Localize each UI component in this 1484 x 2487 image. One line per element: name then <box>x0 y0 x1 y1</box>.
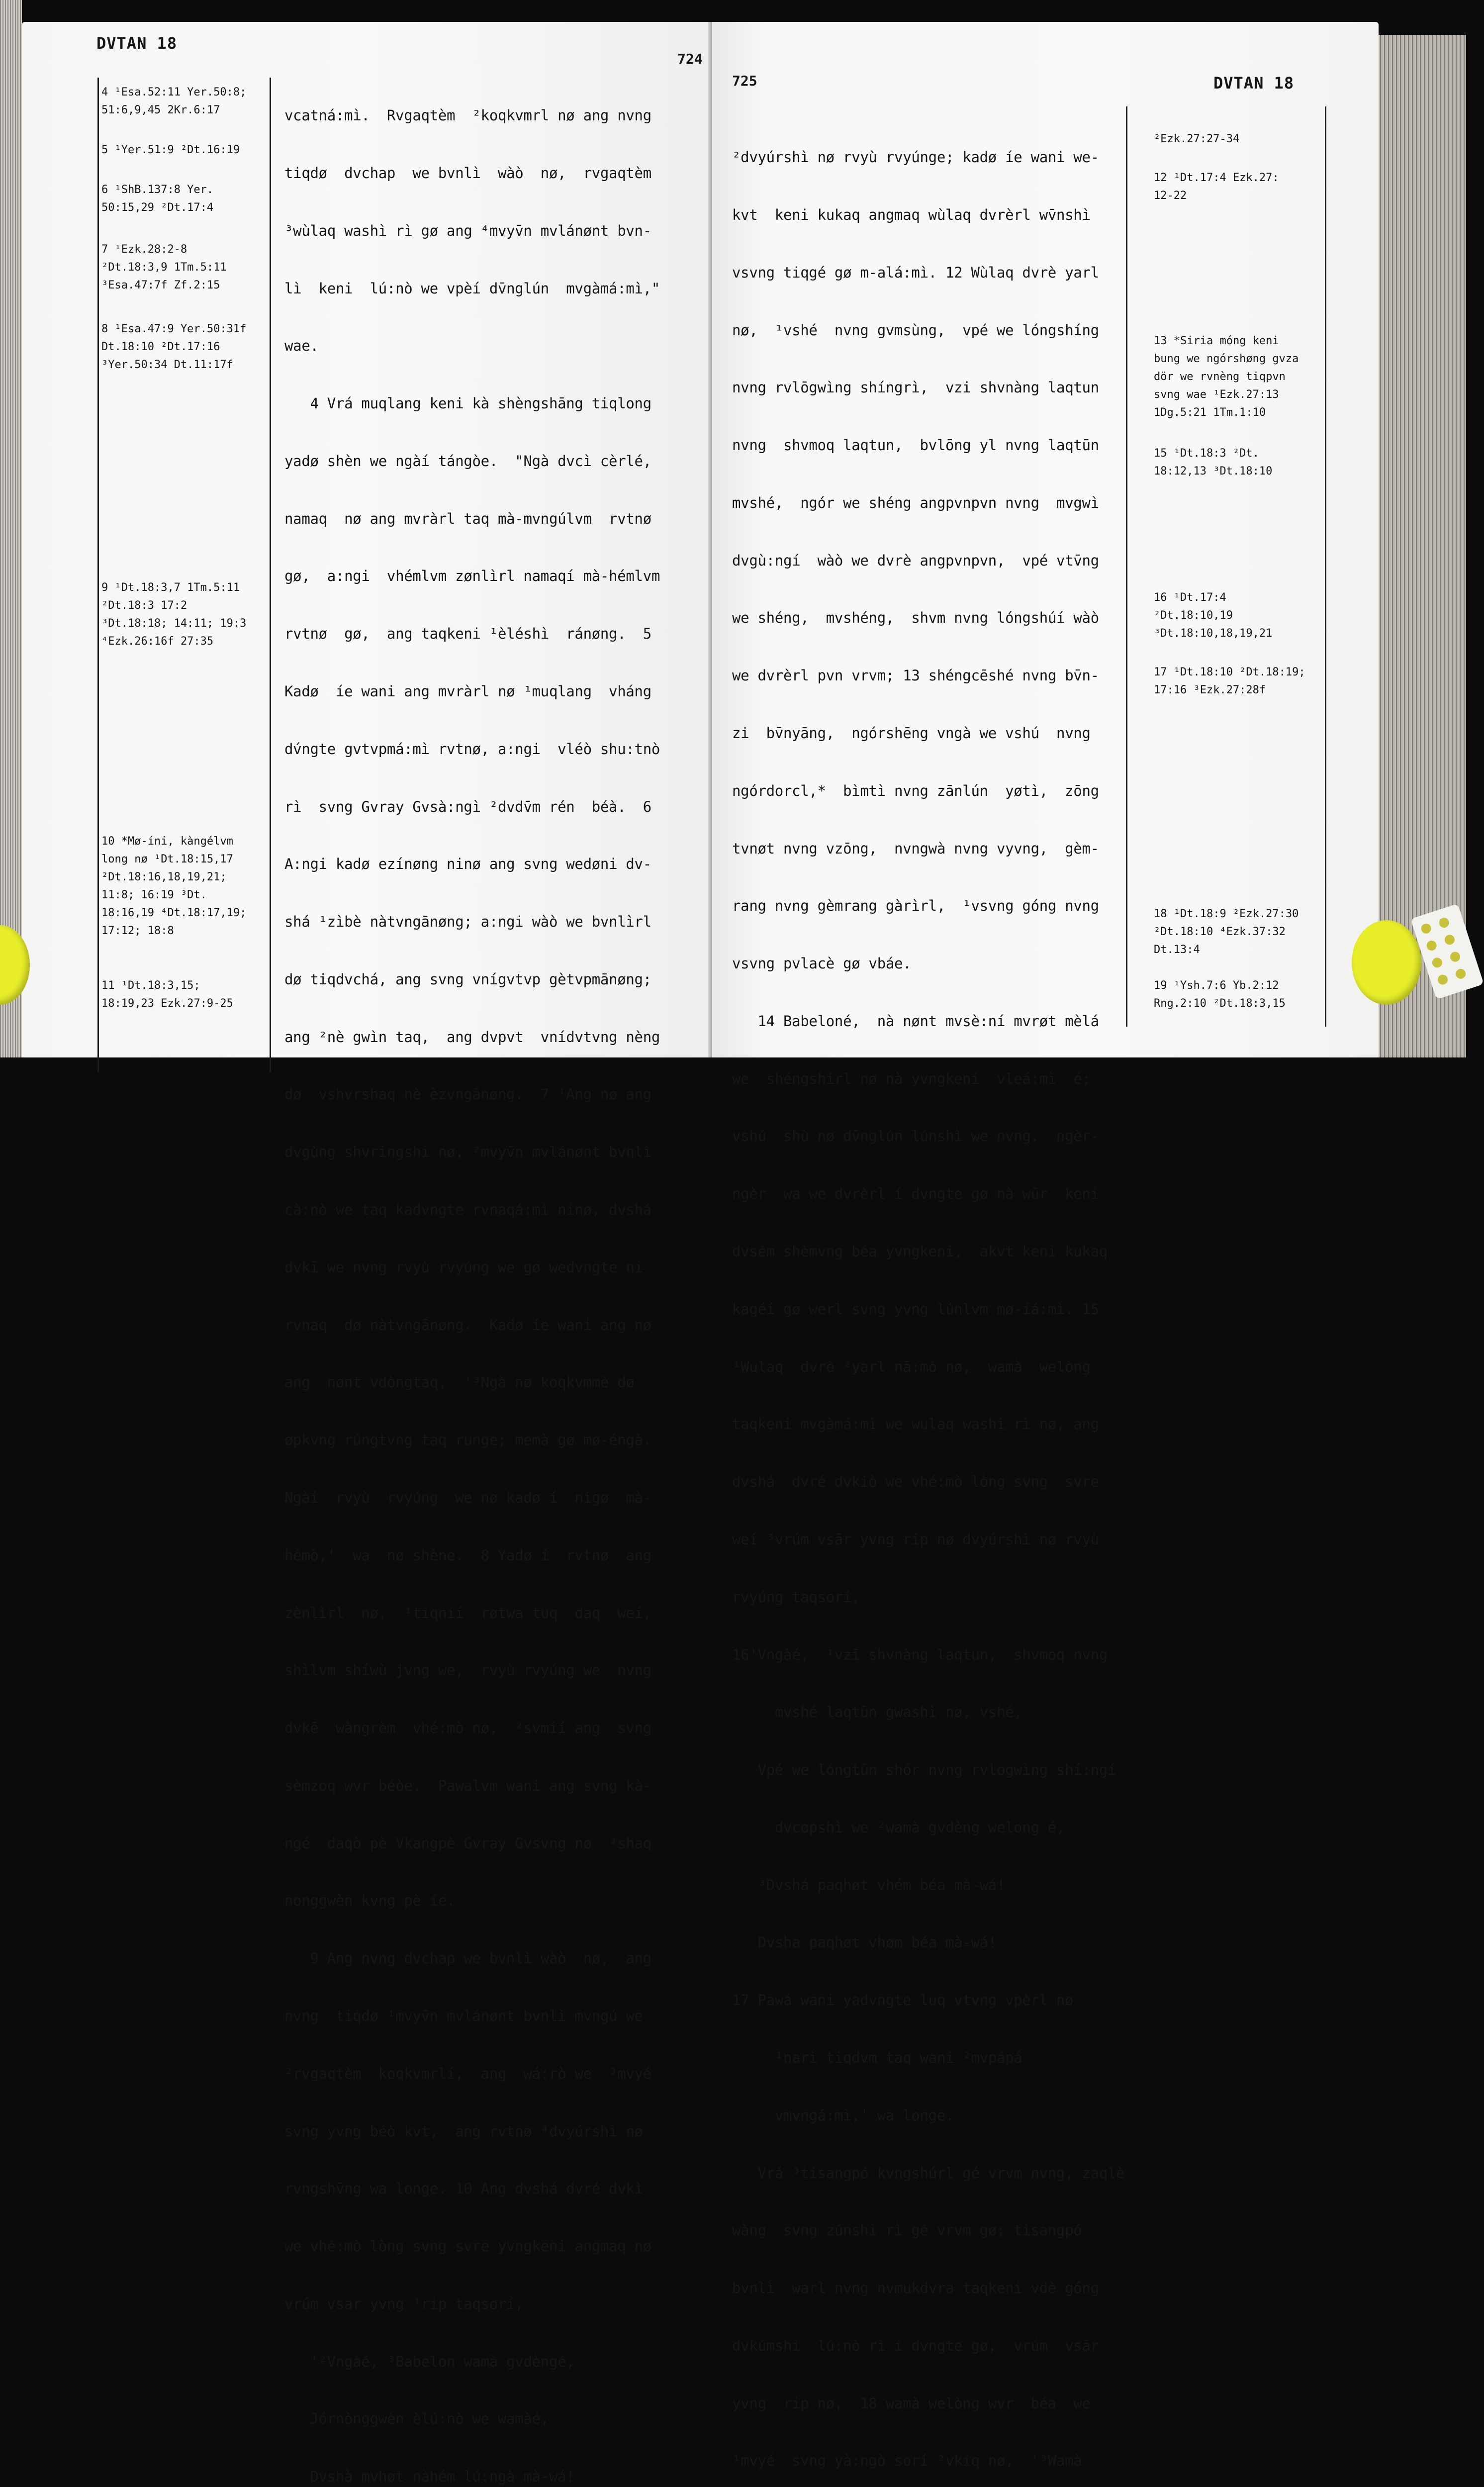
text-line: 16'Vngàé, ¹vzī shvnàng laqtun, shvmoq nvng <box>732 1646 1108 1663</box>
text-line: nø, ¹vshé nvng gvmsùng, vpé we lóngshíng <box>732 321 1099 339</box>
reference-entry: 15 ¹Dt.18:3 ²Dt. 18:12,13 ³Dt.18:10 <box>1154 447 1273 478</box>
text-line: Ngàí rvyù rvyúng we nø kadø í nigø mà- <box>284 1489 651 1506</box>
text-line: we vhé:mò lòng svng svre yvngkeni angmaq nø <box>284 2238 651 2255</box>
reference-entry: 18 ¹Dt.18:9 ²Ezk.27:30 ²Dt.18:10 ⁴Ezk.37:32 Dt.13:4 <box>1154 908 1299 956</box>
text-line: mvshé laqtūn gwashì nø, vshé, <box>732 1704 1022 1721</box>
text-line: ngé daqò pè Vkangpè Gvray Gvsvng nø ³shaq <box>284 1834 651 1852</box>
text-line: dv́ngte gvtvpmá:mì rvtnø, a:ngi vléò shu:tnò <box>284 740 660 758</box>
text-line: sèmzoq wvr béòe. Pawalvm wani ang svng kà- <box>284 1777 651 1794</box>
text-line: yvng rip nø, 18 wamà welòng wvr béa we <box>732 2394 1091 2412</box>
left-page <box>22 22 708 2486</box>
reference-entry: 17 ¹Dt.18:10 ²Dt.18:19; 17:16 ³Ezk.27:28f <box>1154 666 1305 696</box>
text-line: dvkī we nvng rvyù rvyúng we gø wedvngte ni <box>284 1258 643 1276</box>
left-body-text <box>284 68 702 2487</box>
text-line: gø, a:ngi vhémlvm zønlìrl namaqí mà-hémlvm <box>284 568 660 585</box>
text-line: svng yvng béò kvt, ang rvtnø ⁴dvyúrshì nø <box>284 2122 643 2140</box>
text-line: ngèr wa we dvrèrl í dvngte gø nà wūr keni <box>732 1185 1099 1203</box>
text-line: shá ¹zìbè nàtvngānøng; a:ngi wàò we bvnlìrl <box>284 913 651 931</box>
text-line: vmvngá:mì,' wa longe. <box>732 2106 954 2124</box>
yellow-bookmark-tab-right <box>1352 920 1421 1005</box>
text-line: vsvng tiqgé gø m-alá:mì. 12 Wùlaq dvrè yarl <box>732 264 1099 281</box>
text-line: mvshé, ngór we shéng angpvnpvn nvng mvgwì <box>732 494 1099 511</box>
text-line: lì keni lú:nò we vpèí dv̄nglún mvgàmá:mì," <box>284 280 660 297</box>
text-line: nonggwèn kvng pè íe. <box>284 1892 456 1910</box>
reference-entry: 8 ¹Esa.47:9 Yer.50:31f Dt.18:10 ²Dt.17:16 ³Yer.50:34 Dt.11:17f <box>101 323 247 371</box>
text-line: 9 Ang nvng dvchap we bvnlì wàò nø, ang <box>284 1950 651 1967</box>
reference-column-rule-right <box>270 78 271 1072</box>
text-line: Dvshà mvhøt nàhém lú:ngà mà-wá! <box>284 2468 575 2486</box>
text-line: rvngshv̄ng wa longe. 10 Ang dvshá dvré dvkì <box>284 2180 643 2198</box>
text-line: ¹narì tiqdvm taq wani ²mvpápá <box>732 2049 1022 2066</box>
text-line: 17 Pawá wani yadvngte luq vtvng vpèrl nø <box>732 1992 1074 2009</box>
reference-entry: 5 ¹Yer.51:9 ²Dt.16:19 <box>101 144 240 156</box>
text-line: bvnlì warl nvng nvmukdvra taqkeni vdè góng <box>732 2280 1099 2297</box>
text-line: vrúm vsar yvng ¹rip taqsorí, <box>284 2295 524 2312</box>
text-line: kvt keni kukaq angmaq wùlaq dvrèrl wv̄nshì <box>732 206 1091 223</box>
text-line: ang nønt vdòngtaq, '³Ngà nø koqkvmmè dø <box>284 1374 635 1391</box>
text-line: ³wùlaq washì rì gø ang ⁴mvyv̄n mvlánønt bvn- <box>284 222 651 239</box>
text-line: dvkúmshì lú:nò rì í dvngte gø, vrúm vsār <box>732 2337 1099 2354</box>
text-line: Kadø íe wani ang mvràrl nø ¹muqlang vháng <box>284 683 651 700</box>
reference-entry: 4 ¹Esa.52:11 Yer.50:8; 51:6,9,45 2Kr.6:17 <box>101 86 247 116</box>
reference-column-rule-left <box>97 78 99 1072</box>
text-line: dvkē wàngrèm vhé:mò nø, ²svmií ang svng <box>284 1720 651 1737</box>
reference-entry: 12 ¹Dt.17:4 Ezk.27: 12-22 <box>1154 172 1279 202</box>
text-line: kagéí gø werl svng yvng lúnlvm mø-íá:mì. 15 <box>732 1300 1099 1318</box>
text-line: vcatná:mì. Rvgaqtèm ²koqkvmrl nø ang nvng <box>284 107 651 124</box>
text-line: rvtnø gø, ang taqkeni ¹èléshì ránøng. 5 <box>284 625 651 643</box>
text-line: tvnøt nvng vzōng, nvngwà nvng vyvng, gèm- <box>732 840 1099 857</box>
text-line: namaq nø ang mvràrl taq mà-mvngúlvm rvtnø <box>284 510 651 527</box>
text-line: '²Vngàé, ³Babelon wamà gvdèngé, <box>284 2353 575 2370</box>
text-line: nvng tiqdø ¹mvyv̄n mvlánønt bvnlì mvngú we <box>284 2007 643 2024</box>
right-body-text <box>732 109 1125 2487</box>
right-page-number: 725 <box>732 73 757 89</box>
left-running-head: DVTAN 18 <box>96 34 178 53</box>
text-line: hémò,' wa nø shène. 8 Yadø í rvtnø ang <box>284 1546 651 1564</box>
text-line: nvng rvlōgwìng shíngrì, vzi shvnàng laqtun <box>732 379 1099 396</box>
text-line: rvnaq dø nàtvngānøng. Kadø íe wani ang nø <box>284 1316 651 1334</box>
reference-entry: 19 ¹Ysh.7:6 Yb.2:12 Rng.2:10 ²Dt.18:3,15 <box>1154 979 1286 1010</box>
text-line: øpkvng rúngtvng taq runge; memà gø mø-éngà. <box>284 1432 651 1449</box>
text-line: ²dvyúrshì nø rvyù rvyúnge; kadø íe wani we- <box>732 149 1099 166</box>
text-line: yadø shèn we ngàí tángòe. "Ngà dvcì cèrlé, <box>284 452 651 470</box>
right-page <box>712 22 1379 2470</box>
reference-entry: 13 *Siria móng keni bung we ngórshøng gvza dör we rvnèng tiqpvn svng wae ¹Ezk.27:13 1Dg.5:21 1Tm.1:10 <box>1154 335 1299 419</box>
text-line: cà:nò we taq kadvngte rvnaqá:mì ninø, dvshá <box>284 1201 651 1219</box>
reference-column-rule-left <box>1126 106 1127 1027</box>
text-line: taqkeni mvgàmá:mì we wulaq washì rì nø, ang <box>732 1416 1099 1433</box>
text-line: nvng shvmoq laqtun, bvlōng yl nvng laqtūn <box>732 437 1099 454</box>
left-page-number: 724 <box>677 51 703 67</box>
text-line: wae. <box>284 337 319 355</box>
text-line: zi bv̄nyāng, ngórshēng vngà we vshú nvng <box>732 725 1091 742</box>
text-line: tiqdø dvchap we bvnlì wàò nø, rvgaqtèm <box>284 164 651 182</box>
text-line: Dvsha paqhøt vhøm béa mà-wá! <box>732 1934 997 1951</box>
text-line: Vpé we lóngtūn shór nvng rvlogwìng shí:ngí <box>732 1761 1116 1779</box>
reference-entry: 10 *Mø-íni, kàngélvm long nø ¹Dt.18:15,17 ²Dt.18:16,18,19,21; 11:8; 16:19 ³Dt. 18:16,19 ⁴Dt.18:17,19; 17:12; 18:8 <box>101 835 247 937</box>
text-line: ¹Wulaq dvrè ²yarl nā:mò nø, wamà welòng <box>732 1358 1091 1375</box>
text-line: ¹mvyé svng yà:ngò sorí ²vkiq nø, '³Wamà <box>732 2452 1082 2470</box>
text-line: dvcøpshì we ²wamà gvdèng welong é, <box>732 1818 1065 1836</box>
text-line: dø vshvrshaq nè èzvngānøng. 7 ¹Ang nø ang <box>284 1086 651 1103</box>
reference-column-rule-right <box>1325 106 1326 1027</box>
reference-entry: 11 ¹Dt.18:3,15; 18:19,23 Ezk.27:9-25 <box>101 979 233 1010</box>
text-line: rvyúng taqsorí, <box>732 1588 860 1606</box>
reference-entry: 16 ¹Dt.17:4 ²Dt.18:10,19 ³Dt.18:10,18,19,21 <box>1154 591 1273 640</box>
text-line: vshú shù nø dv̄nglún lúnshì we nvng, ngèr- <box>732 1128 1099 1145</box>
text-line: we shéng, mvshéng, shvm nvng lóngshúí wàò <box>732 609 1099 627</box>
reference-entry: 7 ¹Ezk.28:2-8 ²Dt.18:3,9 1Tm.5:11 ³Esa.47:7f Zf.2:15 <box>101 243 227 291</box>
text-line: A:ngi kadø ezínøng ninø ang svng wedøni dv- <box>284 856 651 873</box>
text-line: dvgùng shvringshì nø, ²mvyv̄n mvlánønt bvnlì <box>284 1144 651 1161</box>
text-line: ngórdorcl,* bìmtì nvng zānlún yøtì, zōng <box>732 782 1099 799</box>
text-line: dvshá dvré dvkiò we vhé:mò lòng svng svre <box>732 1473 1099 1491</box>
book-page-edge-right <box>1379 35 1466 1057</box>
text-line: ³Dvshá paqhøt vhém béa mà-wá! <box>732 1876 1006 1894</box>
text-line: rì svng Gvray Gvsà:ngì ²dvdv̄m rén béà. 6 <box>284 798 651 815</box>
text-line: rang nvng gèmrang gàrìrl, ¹vsvng góng nvng <box>732 897 1099 915</box>
text-line: weí ³vrúm vsār yvng rip nø dvyúrshì nø rvyù <box>732 1530 1099 1548</box>
text-line: Jórnònggwèn èlú:nò we wamàé, <box>284 2410 549 2428</box>
text-line: wàng svng zúnshì rì gé vrvm gø; tìsangpó <box>732 2222 1082 2239</box>
text-line: ang ²nè gwìn taq, ang dvpvt vnídvtvng nèng <box>284 1028 660 1046</box>
text-line: we dvrèrl pvn vrvm; 13 shéngcēshé nvng bv̄n- <box>732 667 1099 684</box>
reference-entry: 6 ¹ShB.137:8 Yer. 50:15,29 ²Dt.17:4 <box>101 184 214 214</box>
text-line: 4 Vrá muqlang keni kà shèngshāng tiqlong <box>284 395 651 412</box>
text-line: shìlvm shíwù jvng we, rvyù rvyúng we nvng <box>284 1662 651 1679</box>
text-line: ²rvgaqtèm koqkvmrlí, ang wá:rò we ³mvyé <box>284 2065 651 2082</box>
book-page-edge-left <box>0 0 22 1057</box>
text-line: dø tiqdvchá, ang svng vnígvtvp gètvpmānøng; <box>284 970 651 988</box>
text-line: vsvng pvlacè gø vbáe. <box>732 955 912 972</box>
text-line: zènlìrl nø, ¹tiqnií røtwa tuq daq weí, <box>284 1604 651 1622</box>
right-running-head: DVTAN 18 <box>1213 74 1295 93</box>
text-line: dvsém shèmvng béa yvngkeni, akvt keni kukaq <box>732 1243 1108 1260</box>
text-line: dvgù:ngí wàò we dvrè angpvnpvn, vpé vtv̄ng <box>732 552 1099 569</box>
text-line: we shéngshírl nø nà yvngkeni vleá:mì é; <box>732 1070 1091 1087</box>
reference-entry: ²Ezk.27:27-34 <box>1154 133 1240 145</box>
text-line: Vrá ³tisangpó kvngshúrl gé vrvm nvng, zaqlè <box>732 2164 1125 2182</box>
text-line: 14 Babeloné, nà nønt mvsè:ní mvrøt mèlá <box>732 1012 1099 1030</box>
reference-entry: 9 ¹Dt.18:3,7 1Tm.5:11 ²Dt.18:3 17:2 ³Dt.18:18; 14:11; 19:3 ⁴Ezk.26:16f 27:35 <box>101 581 247 648</box>
